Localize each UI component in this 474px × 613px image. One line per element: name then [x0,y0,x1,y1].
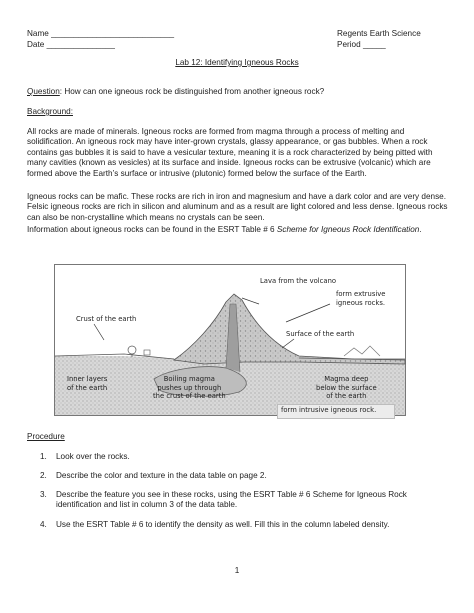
step-2-text: Describe the color and texture in the data table on page 2. [56,471,267,480]
para3-prefix: Information about igneous rocks can be found in the ESRT Table # 6 [27,225,277,234]
step-1-text: Look over the rocks. [56,452,130,461]
volcano-diagram [54,264,406,416]
step-2-number: 2. [40,471,47,480]
step-4-text: Use the ESRT Table # 6 to identify the density as well. Fill this in the column labeled density. [56,520,390,529]
background-paragraph-2: Igneous rocks can be mafic. These rocks are rich in iron and magnesium and have a dark color and are very dense. Felsic igneous rocks are rich in silicon and aluminum and as a result are light colored and less dense. Igneous rocks can also be non-crystalline which means no crystals can be seen. [27,192,448,222]
label-crust: Crust of the earth [76,315,137,323]
page-title: Lab 12: Identifying Igneous Rocks [175,58,299,67]
question-text: : How can one igneous rock be distinguished from another igneous rock? [59,87,325,96]
label-boiling-magma: Boiling magma pushes up through the crust of the earth [153,375,226,400]
para3-table-title: Scheme for Igneous Rock Identification [276,225,420,234]
question [27,87,447,97]
background-heading: Background: [27,107,73,116]
step-3-text: Describe the feature you see in these rocks, using the ESRT Table # 6 Scheme for Igneous Rock identification and list in column 3 of the data table. [56,490,407,510]
procedure-step-2 [40,471,460,481]
step-3-number: 3. [40,490,47,499]
para3-suffix: . [419,225,422,234]
procedure-heading: Procedure [27,432,65,441]
period-field-label: Period _____ [337,40,386,49]
intrusive-note [277,404,395,419]
date-field-label: Date _______________ [27,40,115,49]
background-paragraph-3 [27,225,457,235]
label-magma-deep: Magma deep below the surface of the earth [316,375,377,400]
course-label: Regents Earth Science [337,29,421,38]
background-paragraph-1: All rocks are made of minerals. Igneous rocks are formed from magma through a process of melting and solidification. An igneous rock may have inter-grown crystals, glassy appearance, or gas bubbles. When a rock contains gas bubbles it is said to have a vesicular texture, meaning it is a rock characterized by being pitted with many cavities (known as vesicles) at its surface and inside. Igneous rocks can be extrusive (volcanic) which are formed above the Earth’s surface or intrusive (plutonic) formed below the surface of the Earth. [27,127,433,178]
step-1-number: 1. [40,452,47,461]
page-number: 1 [234,566,240,575]
procedure-step-1 [40,452,460,462]
label-inner-layers: Inner layers of the earth [67,375,108,392]
label-lava: Lava from the volcano [260,277,337,285]
procedure-step-4 [40,520,450,530]
house-icon [144,350,150,355]
tree-icon [128,346,136,354]
label-extrusive: form extrusive igneous rocks. [336,290,386,307]
procedure-step-3 [40,490,450,511]
step-4-number: 4. [40,520,47,529]
label-surface: Surface of the earth [286,330,355,338]
question-label: Question [27,87,60,96]
label-intrusive: form intrusive igneous rock. [281,406,377,414]
name-field-label: Name ___________________________ [27,29,175,38]
